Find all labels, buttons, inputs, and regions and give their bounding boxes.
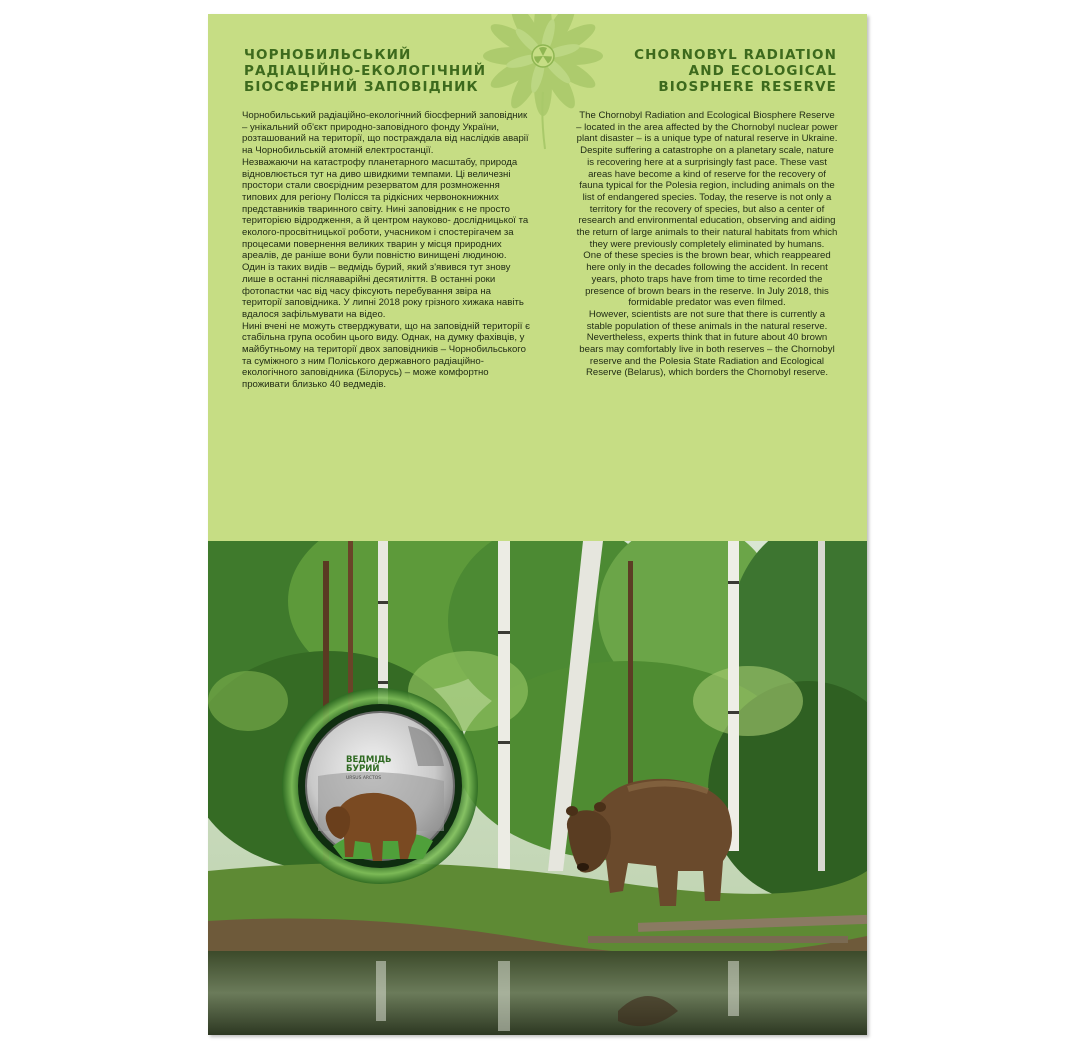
commemorative-coin — [282, 688, 478, 884]
paragraph: Despite suffering a catastrophe on a planetary scale, nature is recovering here at a surprisingly fast pace. These vast areas have become a kind of reserve for the recovery of fauna typical for the Polesia region, including animals on the list of endangered species. Today, the reserve is not only a territory for the recovery of species, but also a center of research and environmental education, observing and aiding the return of large animals to their natural habitats from which they were previously completely eliminated by humans. — [576, 145, 838, 250]
coin-label-line: БУРИЙ — [346, 764, 380, 774]
title-english: CHORNOBYL RADIATION AND ECOLOGICAL BIOSPHERE RESERVE — [634, 47, 837, 95]
coin-label-line: ВЕДМІДЬ — [346, 755, 392, 765]
coin-label-latin: URSUS ARCTOS — [346, 776, 382, 781]
paragraph: Нині вчені не можуть стверджувати, що на заповідній території є стабільна група особин цього виду. Однак, на думку фахівців, у майбутньому на території двох заповідників – Чорнобильського та суміжного з ним Поліського державного радіаційно-екологічного заповідника (Білорусь) – може комфортно проживати близько 40 ведмедів. — [242, 320, 530, 391]
paragraph: One of these species is the brown bear, which reappeared here only in the decades following the accident. In recent years, photo traps have from time to time recorded the presence of brown bears in the reserve. In July 2018, this formidable predator was even filmed. — [583, 250, 831, 309]
text-column-english — [576, 110, 838, 379]
info-panel — [208, 14, 867, 541]
paragraph: The Chornobyl Radiation and Ecological Biosphere Reserve – located in the area affected by the Chornobyl nuclear power plant disaster – is a unique type of natural reserve in Ukraine. — [576, 110, 838, 145]
forest-photo — [208, 541, 867, 1035]
paragraph: Незважаючи на катастрофу планетарного масштабу, природа відновлюється тут на диво швидкими темпами. Ці величезні простори стали своєрідним резерватом для розмноження типових для регіону Полісся та рідкісних червонокнижних представників тваринного світу. Нині заповідник є не просто територією відродження, а й центром науково- дослідницької та еколого-просвітницької роботи, учасником і спостерігачем за процесами повернення великих тварин у місця природних ареалів, де раніше вони були повністю винищені людиною. — [242, 156, 529, 262]
paragraph: However, scientists are not sure that there is currently a stable population of these animals in the natural reserve. Nevertheless, experts think that in future about 40 brown bears may comfortably live in both reserves – the Chornobyl reserve and the Polesia State Radiation and Ecological Reserve (Belarus), which borders the Chornobyl reserve. — [579, 308, 835, 379]
paragraph: Один із таких видів – ведмідь бурий, який з'явився тут знову лише в останні післяаварійні десятиліття. В останні роки фотопастки час від часу фіксують перебування звіра на території заповідника. У липні 2018 року грізного хижака навіть вдалося зафільмувати на відео. — [242, 262, 524, 320]
title-ukrainian: ЧОРНОБИЛЬСЬКИЙ РАДІАЦІЙНО-ЕКОЛОГІЧНИЙ БІОСФЕРНИЙ ЗАПОВІДНИК — [244, 47, 487, 95]
coin-booklet — [208, 14, 867, 1035]
text-column-ukrainian — [242, 110, 530, 391]
paragraph: Чорнобильський радіаційно-екологічний біосферний заповідник – унікальний об'єкт природно-заповідного фонду України, розташований на території, що постраждала від наслідків аварії на Чорнобильській атомній електростанції. — [242, 110, 529, 157]
